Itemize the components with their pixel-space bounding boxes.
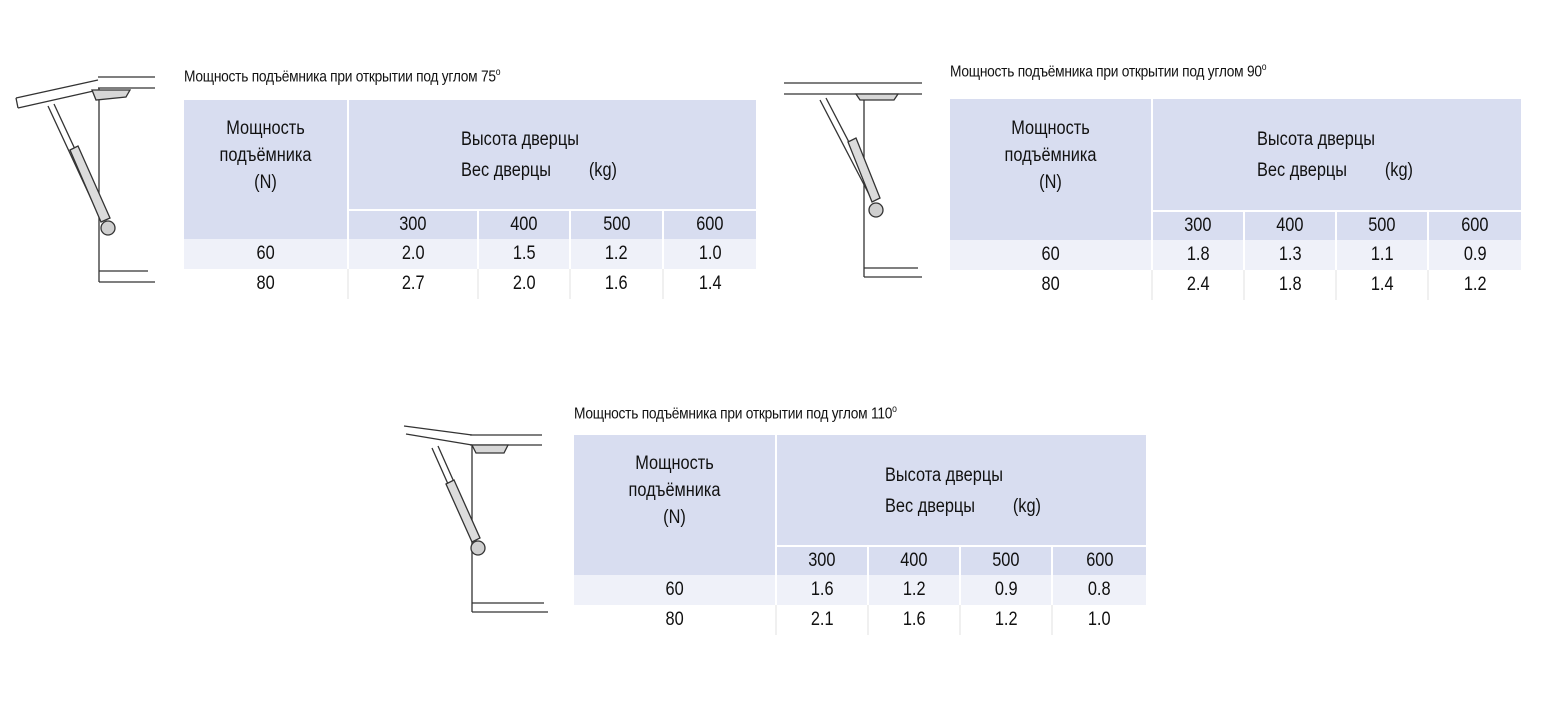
table-title-90: Мощность подъёмника при открытии под углом 90$^o$	[950, 62, 1267, 81]
height-300: 300	[348, 210, 478, 239]
height-header-row	[574, 546, 1146, 575]
table-row: 60 2.0 1.5 1.2 1.0	[184, 239, 756, 269]
table-title-75: Мощность подъёмника при открытии под углом 75$^o$	[184, 67, 501, 86]
force-header: Мощность подъёмника (N)	[574, 435, 776, 546]
height-header-row	[184, 210, 756, 239]
height-300: 300	[1152, 211, 1244, 240]
height-500: 500	[960, 546, 1052, 575]
lift-table-90	[950, 99, 1521, 300]
height-600: 600	[663, 210, 756, 239]
door-header: Высота дверцы Вес дверцы (kg)	[776, 435, 1146, 546]
table-row: 60 1.6 1.2 0.9 0.8	[574, 575, 1146, 605]
height-500: 500	[570, 210, 663, 239]
lift-mechanism-90-icon	[780, 70, 930, 285]
lift-mechanism-75-icon	[0, 60, 170, 300]
lift-table-110	[574, 435, 1146, 635]
table-row: 60 1.8 1.3 1.1 0.9	[950, 240, 1521, 270]
table-row: 80 2.7 2.0 1.6 1.4	[184, 269, 756, 299]
height-600: 600	[1052, 546, 1146, 575]
force-header: Мощность подъёмника (N)	[184, 100, 348, 210]
lift-mechanism-110-icon	[400, 420, 550, 620]
table-row: 80 2.4 1.8 1.4 1.2	[950, 270, 1521, 300]
height-300: 300	[776, 546, 868, 575]
force-header: Мощность подъёмника (N)	[950, 99, 1152, 211]
door-header: Высота дверцы Вес дверцы (kg)	[1152, 99, 1521, 211]
height-header-row	[950, 211, 1521, 240]
height-400: 400	[478, 210, 570, 239]
height-500: 500	[1336, 211, 1428, 240]
door-header: Высота дверцы Вес дверцы (kg)	[348, 100, 756, 210]
table-title-110: Мощность подъёмника при открытии под углом 110$^o$	[574, 404, 897, 423]
height-400: 400	[1244, 211, 1336, 240]
height-600: 600	[1428, 211, 1521, 240]
lift-table-75	[184, 100, 756, 299]
height-400: 400	[868, 546, 960, 575]
table-row: 80 2.1 1.6 1.2 1.0	[574, 605, 1146, 635]
